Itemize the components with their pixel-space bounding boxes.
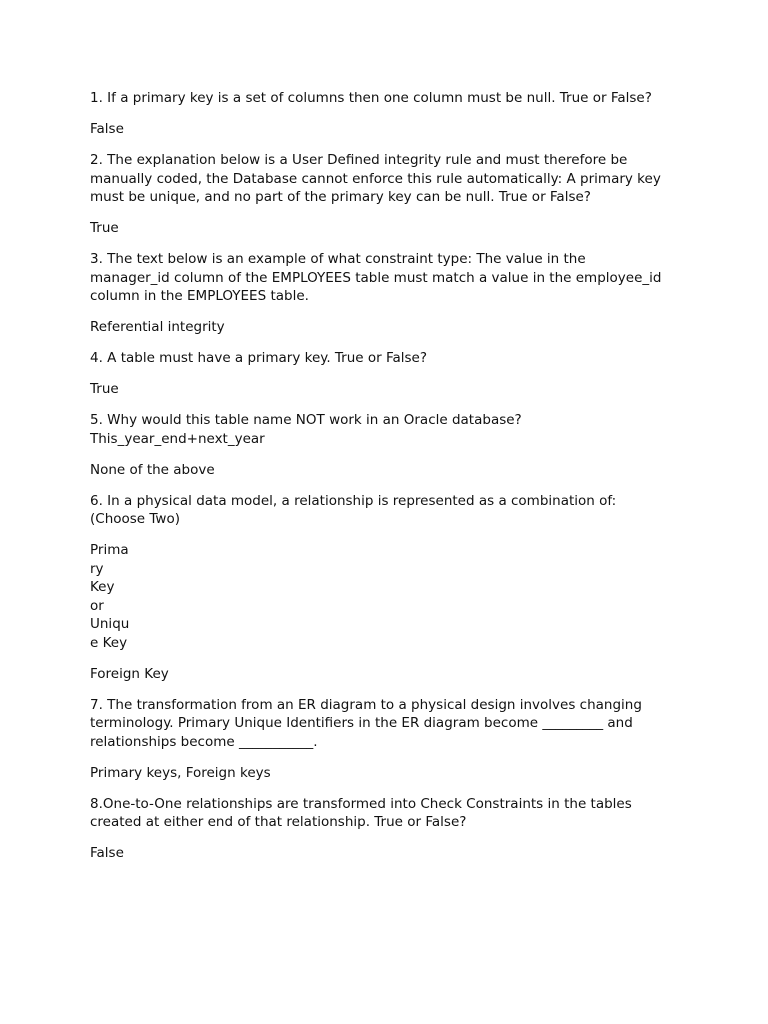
question-text-line: created at either end of that relationship. True or False? — [90, 814, 467, 830]
answer-7 — [90, 764, 690, 783]
answer-2 — [90, 219, 690, 238]
answer-5 — [90, 461, 690, 480]
answer-6b — [90, 665, 690, 684]
question-text-line: 4. A table must have a primary key. True or False? — [90, 350, 428, 366]
question-5 — [90, 411, 690, 448]
answer-text-line: ry — [90, 560, 104, 577]
answer-text-line: Key — [90, 579, 115, 595]
question-7 — [90, 696, 690, 752]
question-text-line: 3. The text below is an example of what constraint type: The value in the — [90, 251, 586, 267]
question-1 — [90, 89, 690, 108]
answer-text-line: Prima — [90, 542, 129, 558]
answer-text-line: Referential integrity — [90, 319, 225, 335]
question-text-line: 2. The explanation below is a User Defined integrity rule and must therefore be — [90, 152, 628, 168]
question-2 — [90, 151, 690, 207]
answer-text-line: Primary keys, Foreign keys — [90, 764, 271, 781]
question-text-line: (Choose Two) — [90, 511, 180, 527]
answer-6a — [90, 541, 690, 652]
question-text-line: must be unique, and no part of the primary key can be null. True or False? — [90, 189, 591, 205]
question-text-line: column in the EMPLOYEES table. — [90, 288, 309, 304]
answer-text-line: Uniqu — [90, 616, 130, 632]
answer-text-line: Foreign Key — [90, 665, 169, 682]
question-3 — [90, 250, 690, 306]
answer-3 — [90, 318, 690, 337]
answer-text-line: None of the above — [90, 461, 215, 478]
question-text-line: 1. If a primary key is a set of columns then one column must be null. True or False? — [90, 90, 652, 106]
question-text-line: 8.One-to-One relationships are transformed into Check Constraints in the tables — [90, 795, 632, 812]
question-text-line: manually coded, the Database cannot enforce this rule automatically: A primary key — [90, 170, 661, 187]
answer-text-line: False — [90, 121, 124, 137]
question-text-line: terminology. Primary Unique Identifiers in the ER diagram become _________ and — [90, 715, 633, 731]
answer-text-line: True — [90, 381, 119, 397]
answer-8 — [90, 844, 690, 863]
question-8 — [90, 795, 690, 832]
question-text-line: manager_id column of the EMPLOYEES table must match a value in the employee_id — [90, 269, 662, 286]
answer-text-line: e Key — [90, 634, 128, 651]
question-text-line: This_year_end+next_year — [90, 430, 265, 447]
answer-1 — [90, 120, 690, 139]
question-text-line: 7. The transformation from an ER diagram to a physical design involves changing — [90, 696, 642, 713]
answer-text-line: False — [90, 845, 124, 861]
question-text-line: 5. Why would this table name NOT work in an Oracle database? — [90, 412, 522, 428]
question-text-line: relationships become ___________. — [90, 733, 318, 750]
question-text-line: 6. In a physical data model, a relationship is represented as a combination of: — [90, 492, 617, 509]
question-6 — [90, 492, 690, 529]
answer-text-line: or — [90, 597, 104, 614]
answer-text-line: True — [90, 220, 119, 236]
document-page — [90, 89, 690, 863]
question-4 — [90, 349, 690, 368]
answer-4 — [90, 380, 690, 399]
